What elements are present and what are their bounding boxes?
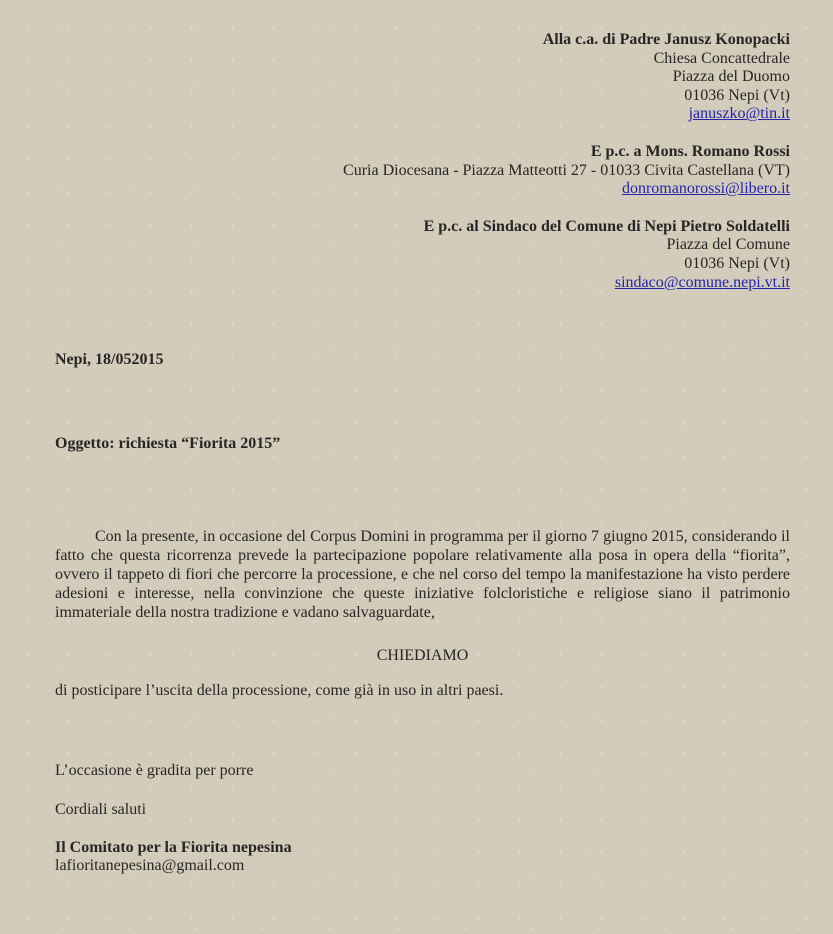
recipient-email-link-januszko[interactable]: januszko@tin.it [688,105,790,123]
body-paragraph: Con la presente, in occasione del Corpus Domini in programma per il giorno 7 giugno 2015, considerando il fatto che questa ricorrenza prevede la partecipazione popolare relativamente alla posa in opera della “fiorita”, ovvero il tappeto di fiori che percorre la processione, e che nel corso del tempo la manifestazione ha visto perdere adesioni e interesse, nella convinzione che queste iniziative folcloristiche e religiose siano il patrimonio immateriale della nostra tradizione e vadano salvaguardate, [55,528,790,621]
recipient-block-mons-rossi [55,143,790,199]
recipient-block-sindaco [55,218,790,292]
request-heading: CHIEDIAMO [376,647,469,665]
recipient-line: 01036 Nepi (Vt) [684,254,790,272]
closing-line-saluti: Cordiali saluti [55,801,147,819]
recipient-block-padre [55,31,790,124]
recipient-heading: E p.c. al Sindaco del Comune di Nepi Pietro Soldatelli [423,217,790,235]
dateline: Nepi, 18/052015 [55,351,164,369]
recipient-email-row [55,180,790,199]
recipient-email-row [55,274,790,293]
recipient-line: Piazza del Duomo [672,68,790,86]
recipient-email-row [55,105,790,124]
closing-line-occasione: L’occasione è gradita per porre [55,762,254,780]
recipient-heading: E p.c. a Mons. Romano Rossi [590,142,790,160]
recipient-line: Curia Diocesana - Piazza Matteotti 27 - 01033 Civita Castellana (VT) [343,161,790,179]
signature-committee: Il Comitato per la Fiorita nepesina [55,838,292,856]
recipient-heading: Alla c.a. di Padre Janusz Konopacki [542,31,790,48]
subject-line: Oggetto: richiesta “Fiorita 2015” [55,434,281,452]
recipient-line: 01036 Nepi (Vt) [684,86,790,104]
signature-email: lafioritanepesina@gmail.com [55,857,245,875]
recipient-line: Chiesa Concattedrale [653,49,790,67]
recipient-line: Piazza del Comune [666,236,790,254]
recipient-email-link-sindaco[interactable]: sindaco@comune.nepi.vt.it [614,273,790,291]
request-line: di posticipare l’uscita della processione, come già in uso in altri paesi. [55,681,504,699]
recipient-email-link-donromanorossi[interactable]: donromanorossi@libero.it [621,180,790,198]
